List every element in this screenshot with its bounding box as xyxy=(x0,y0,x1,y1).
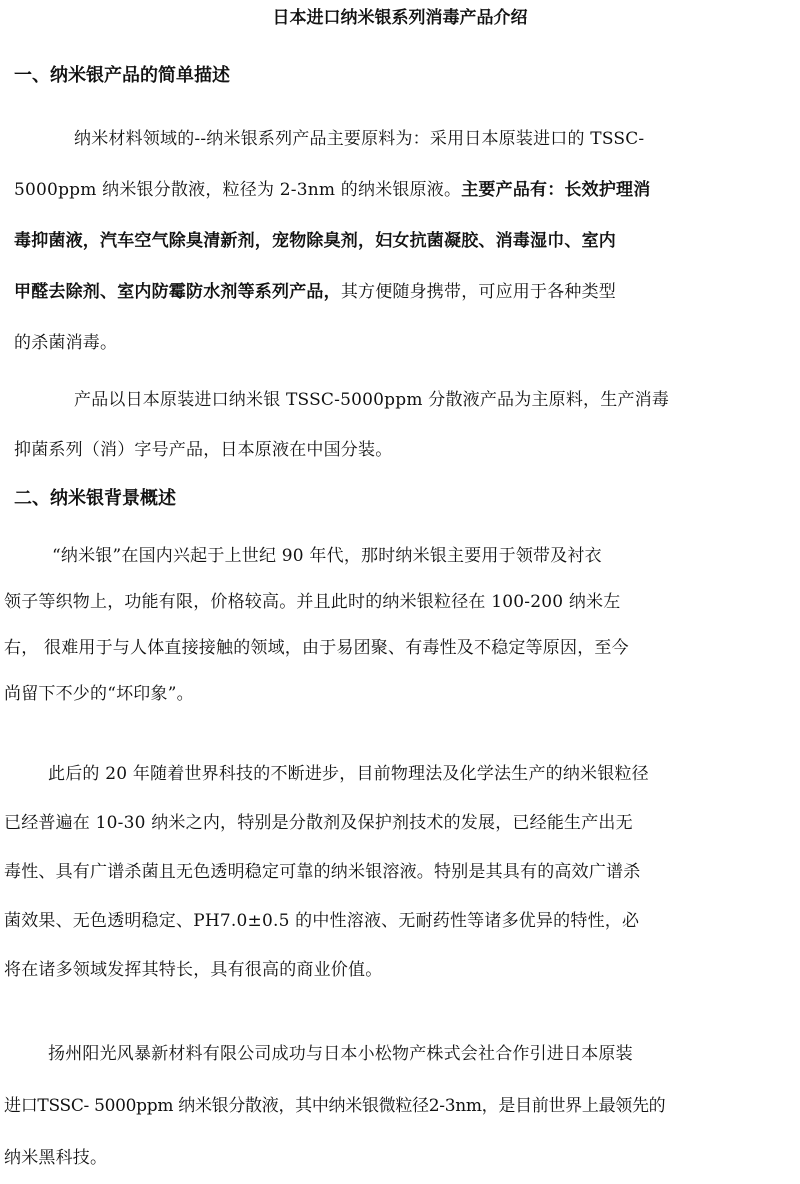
section1-paragraph-1 xyxy=(14,114,650,369)
text-line xyxy=(14,267,650,318)
text-line: 的杀菌消毒。 xyxy=(14,333,118,353)
text-line: “纳米银”在国内兴起于上世纪 90 年代，那时纳米银主要用于领带及衬衣 xyxy=(52,546,602,566)
text-run: 其方便随身携带，可应用于各种类型 xyxy=(340,282,617,302)
document-title: 日本进口纳米银系列消毒产品介绍 xyxy=(272,8,528,28)
text-line: 毒性、具有广谱杀菌且无色透明稳定可靠的纳米银溶液。特别是其具有的高效广谱杀 xyxy=(4,862,641,882)
text-run: 5000ppm 纳米银分散液，粒径为 2-3nm 的纳米银原液。 xyxy=(14,180,462,200)
section-heading-2: 二、纳米银背景概述 xyxy=(14,488,176,509)
bold-text-run: 主要产品有：长效护理消 xyxy=(461,180,651,200)
text-line: 尚留下不少的“坏印象”。 xyxy=(4,684,194,704)
section2-paragraph-3 xyxy=(4,1028,665,1184)
text-line: 领子等织物上，功能有限，价格较高。并且此时的纳米银粒径在 100-200 纳米左 xyxy=(4,592,621,612)
bold-text-run: 甲醛去除剂、室内防霉防水剂等系列产品， xyxy=(14,282,341,302)
bold-text-line: 毒抑菌液，汽车空气除臭清新剂，宠物除臭剂，妇女抗菌凝胶、消毒湿巾、室内 xyxy=(14,231,616,251)
text-line: 进口TSSC- 5000ppm 纳米银分散液，其中纳米银微粒径2-3nm，是目前世界上最领先的 xyxy=(4,1096,666,1116)
text-line: 已经普遍在 10-30 纳米之内，特别是分散剂及保护剂技术的发展，已经能生产出无 xyxy=(4,813,633,833)
text-line: 产品以日本原装进口纳米银 TSSC-5000ppm 分散液产品为主原料，生产消毒 xyxy=(74,390,670,410)
section-heading-1: 一、纳米银产品的简单描述 xyxy=(14,65,230,86)
text-line: 将在诸多领域发挥其特长，具有很高的商业价值。 xyxy=(4,960,383,980)
text-line: 扬州阳光风暴新材料有限公司成功与日本小松物产株式会社合作引进日本原装 xyxy=(48,1044,633,1064)
text-line: 菌效果、无色透明稳定、PH7.0±0.5 的中性溶液、无耐药性等诸多优异的特性，必 xyxy=(4,911,640,931)
section1-paragraph-2 xyxy=(14,375,669,475)
text-line xyxy=(14,165,650,216)
text-line: 纳米黑科技。 xyxy=(4,1148,108,1168)
section2-paragraph-1 xyxy=(4,533,629,717)
text-line: 此后的 20 年随着世界科技的不断进步，目前物理法及化学法生产的纳米银粒径 xyxy=(48,764,649,784)
text-line: 右， 很难用于与人体直接接触的领域，由于易团聚、有毒性及不稳定等原因，至今 xyxy=(4,638,629,658)
text-line: 纳米材料领域的--纳米银系列产品主要原料为：采用日本原装进口的 TSSC- xyxy=(74,129,645,149)
text-line: 抑菌系列（消）字号产品，日本原液在中国分装。 xyxy=(14,440,393,460)
section2-paragraph-2 xyxy=(4,750,649,995)
